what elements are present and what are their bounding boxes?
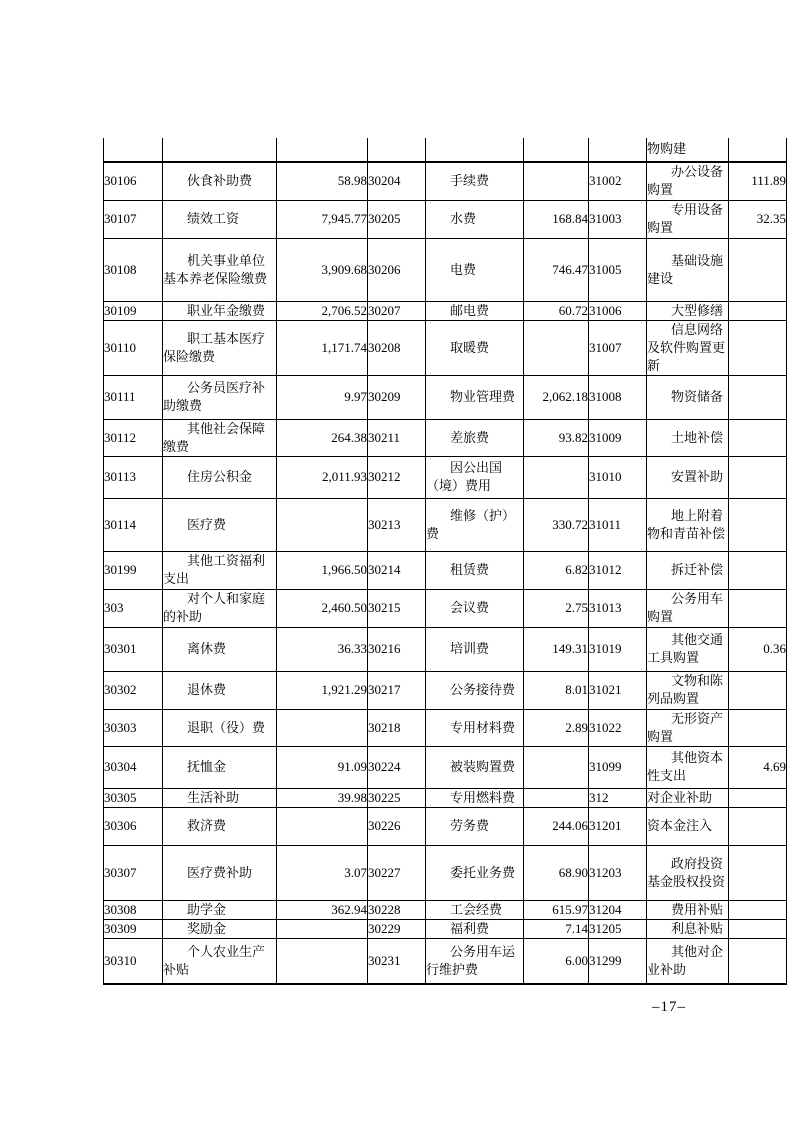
code-cell: 30209 [368,375,426,419]
code-cell: 31006 [589,301,647,320]
table-row [104,589,787,627]
amount-cell [277,709,368,746]
code-cell: 30215 [368,589,426,627]
code-cell: 30309 [104,919,163,938]
amount-cell: 2,460.50 [277,589,368,627]
code-cell: 30217 [368,671,426,709]
amount-cell: 264.38 [277,419,368,456]
amount-cell: 8.01 [524,671,589,709]
name-cell: 信息网络及软件购置更新 [647,320,729,375]
name-cell: 公务接待费 [426,671,524,709]
code-cell: 30227 [368,845,426,900]
name-cell: 生活补助 [163,788,277,807]
amount-cell [729,375,787,419]
name-cell: 水费 [426,200,524,238]
amount-cell [729,589,787,627]
amount-cell: 91.09 [277,746,368,788]
table-row [104,498,787,551]
code-cell: 31009 [589,419,647,456]
name-cell: 对企业补助 [647,788,729,807]
code-cell [589,138,647,162]
code-cell: 31003 [589,200,647,238]
name-cell: 电费 [426,238,524,301]
code-cell: 303 [104,589,163,627]
name-cell: 委托业务费 [426,845,524,900]
amount-cell: 6.00 [524,938,589,984]
code-cell: 31012 [589,551,647,589]
table-row [104,938,787,984]
amount-cell: 68.90 [524,845,589,900]
code-cell: 30206 [368,238,426,301]
name-cell: 拆迁补偿 [647,551,729,589]
amount-cell [524,746,589,788]
amount-cell: 1,171.74 [277,320,368,375]
amount-cell [524,456,589,498]
amount-cell [524,138,589,162]
table-row [104,845,787,900]
code-cell: 30111 [104,375,163,419]
code-cell: 30305 [104,788,163,807]
name-cell: 会议费 [426,589,524,627]
code-cell: 31021 [589,671,647,709]
amount-cell: 9.97 [277,375,368,419]
amount-cell: 168.84 [524,200,589,238]
amount-cell: 36.33 [277,627,368,671]
amount-cell: 1,966.50 [277,551,368,589]
name-cell: 取暖费 [426,320,524,375]
table-row [104,301,787,320]
amount-cell [729,900,787,919]
name-cell: 差旅费 [426,419,524,456]
name-cell: 专用材料费 [426,709,524,746]
name-cell: 其他工资福利支出 [163,551,277,589]
name-cell: 劳务费 [426,807,524,845]
amount-cell [729,938,787,984]
amount-cell [729,320,787,375]
name-cell: 费用补贴 [647,900,729,919]
name-cell: 邮电费 [426,301,524,320]
name-cell: 其他交通工具购置 [647,627,729,671]
code-cell: 31201 [589,807,647,845]
amount-cell: 4.69 [729,746,787,788]
name-cell: 被装购置费 [426,746,524,788]
code-cell: 30204 [368,162,426,200]
code-cell: 30108 [104,238,163,301]
code-cell: 30214 [368,551,426,589]
code-cell: 31204 [589,900,647,919]
code-cell: 30231 [368,938,426,984]
code-cell: 30229 [368,919,426,938]
name-cell: 伙食补助费 [163,162,277,200]
code-cell: 30304 [104,746,163,788]
code-cell: 30106 [104,162,163,200]
code-cell: 30207 [368,301,426,320]
code-cell: 30226 [368,807,426,845]
amount-cell: 2.89 [524,709,589,746]
name-cell: 退职（役）费 [163,709,277,746]
code-cell: 31002 [589,162,647,200]
name-cell: 专用燃料费 [426,788,524,807]
name-cell: 福利费 [426,919,524,938]
name-cell: 抚恤金 [163,746,277,788]
code-cell: 31203 [589,845,647,900]
code-cell: 30301 [104,627,163,671]
table-row [104,419,787,456]
code-cell [104,138,163,162]
code-cell: 31099 [589,746,647,788]
table-row [104,238,787,301]
amount-cell [729,845,787,900]
name-cell [426,138,524,162]
code-cell: 30112 [104,419,163,456]
name-cell: 地上附着物和青苗补偿 [647,498,729,551]
amount-cell: 362.94 [277,900,368,919]
amount-cell: 93.82 [524,419,589,456]
code-cell: 31007 [589,320,647,375]
name-cell: 培训费 [426,627,524,671]
name-cell: 职业年金缴费 [163,301,277,320]
table-row [104,671,787,709]
code-cell: 30310 [104,938,163,984]
name-cell: 其他对企业补助 [647,938,729,984]
name-cell: 资本金注入 [647,807,729,845]
code-cell: 30107 [104,200,163,238]
table-row [104,807,787,845]
code-cell: 30213 [368,498,426,551]
amount-cell: 7.14 [524,919,589,938]
code-cell: 31010 [589,456,647,498]
name-cell: 奖励金 [163,919,277,938]
code-cell: 31013 [589,589,647,627]
name-cell: 物业管理费 [426,375,524,419]
name-cell: 办公设备购置 [647,162,729,200]
code-cell: 30225 [368,788,426,807]
name-cell: 公务用车购置 [647,589,729,627]
amount-cell [729,498,787,551]
amount-cell [277,498,368,551]
name-cell: 政府投资基金股权投资 [647,845,729,900]
code-cell: 30110 [104,320,163,375]
table-row [104,900,787,919]
table-row [104,627,787,671]
table-row [104,162,787,200]
amount-cell: 0.36 [729,627,787,671]
name-cell: 离休费 [163,627,277,671]
code-cell: 30306 [104,807,163,845]
code-cell: 30211 [368,419,426,456]
code-cell: 30109 [104,301,163,320]
name-cell: 医疗费补助 [163,845,277,900]
name-cell: 手续费 [426,162,524,200]
name-cell: 其他资本性支出 [647,746,729,788]
code-cell: 30308 [104,900,163,919]
name-cell: 土地补偿 [647,419,729,456]
table-row [104,320,787,375]
code-cell: 31205 [589,919,647,938]
amount-cell [729,788,787,807]
code-cell: 30205 [368,200,426,238]
amount-cell [277,138,368,162]
name-cell: 其他社会保障缴费 [163,419,277,456]
amount-cell [729,807,787,845]
amount-cell: 746.47 [524,238,589,301]
amount-cell [729,919,787,938]
amount-cell: 2.75 [524,589,589,627]
code-cell: 30307 [104,845,163,900]
amount-cell: 2,706.52 [277,301,368,320]
amount-cell [524,788,589,807]
table-row [104,746,787,788]
amount-cell [729,671,787,709]
amount-cell [277,938,368,984]
amount-cell [729,138,787,162]
code-cell: 30218 [368,709,426,746]
name-cell: 救济费 [163,807,277,845]
amount-cell [524,320,589,375]
code-cell: 312 [589,788,647,807]
code-cell [368,138,426,162]
name-cell: 专用设备购置 [647,200,729,238]
continuation-row [104,138,787,162]
amount-cell: 244.06 [524,807,589,845]
code-cell: 31299 [589,938,647,984]
budget-table [103,138,787,985]
amount-cell [729,238,787,301]
table-row [104,375,787,419]
amount-cell: 330.72 [524,498,589,551]
name-cell: 物购建 [647,138,729,162]
amount-cell [277,919,368,938]
amount-cell [729,709,787,746]
amount-cell: 3.07 [277,845,368,900]
code-cell: 30216 [368,627,426,671]
amount-cell: 2,062.18 [524,375,589,419]
name-cell: 维修（护）费 [426,498,524,551]
code-cell: 30114 [104,498,163,551]
code-cell: 31019 [589,627,647,671]
code-cell: 30303 [104,709,163,746]
page-number: –17– [652,999,686,1015]
amount-cell: 1,921.29 [277,671,368,709]
table-row [104,200,787,238]
code-cell: 30208 [368,320,426,375]
code-cell: 30228 [368,900,426,919]
amount-cell: 32.35 [729,200,787,238]
name-cell: 租赁费 [426,551,524,589]
amount-cell [729,551,787,589]
amount-cell [277,807,368,845]
name-cell: 个人农业生产补贴 [163,938,277,984]
name-cell: 大型修缮 [647,301,729,320]
code-cell: 30224 [368,746,426,788]
name-cell: 公务员医疗补助缴费 [163,375,277,419]
code-cell: 31005 [589,238,647,301]
amount-cell: 60.72 [524,301,589,320]
name-cell: 住房公积金 [163,456,277,498]
code-cell: 31011 [589,498,647,551]
amount-cell [729,301,787,320]
name-cell [163,138,277,162]
name-cell: 助学金 [163,900,277,919]
name-cell: 医疗费 [163,498,277,551]
code-cell: 31022 [589,709,647,746]
code-cell: 30199 [104,551,163,589]
name-cell: 无形资产购置 [647,709,729,746]
amount-cell [729,419,787,456]
name-cell: 基础设施建设 [647,238,729,301]
amount-cell: 615.97 [524,900,589,919]
table-row [104,709,787,746]
amount-cell: 39.98 [277,788,368,807]
code-cell: 30302 [104,671,163,709]
name-cell: 对个人和家庭的补助 [163,589,277,627]
amount-cell: 58.98 [277,162,368,200]
amount-cell: 6.82 [524,551,589,589]
amount-cell: 7,945.77 [277,200,368,238]
name-cell: 物资储备 [647,375,729,419]
amount-cell: 2,011.93 [277,456,368,498]
name-cell: 利息补贴 [647,919,729,938]
amount-cell [729,456,787,498]
amount-cell: 111.89 [729,162,787,200]
code-cell: 30212 [368,456,426,498]
name-cell: 工会经费 [426,900,524,919]
name-cell: 职工基本医疗保险缴费 [163,320,277,375]
name-cell: 退休费 [163,671,277,709]
code-cell: 31008 [589,375,647,419]
code-cell: 30113 [104,456,163,498]
table-row [104,456,787,498]
name-cell: 文物和陈列品购置 [647,671,729,709]
table-row [104,919,787,938]
amount-cell: 149.31 [524,627,589,671]
name-cell: 因公出国（境）费用 [426,456,524,498]
name-cell: 绩效工资 [163,200,277,238]
amount-cell [524,162,589,200]
name-cell: 公务用车运行维护费 [426,938,524,984]
name-cell: 机关事业单位基本养老保险缴费 [163,238,277,301]
name-cell: 安置补助 [647,456,729,498]
table-row [104,788,787,807]
amount-cell: 3,909.68 [277,238,368,301]
table-row [104,551,787,589]
